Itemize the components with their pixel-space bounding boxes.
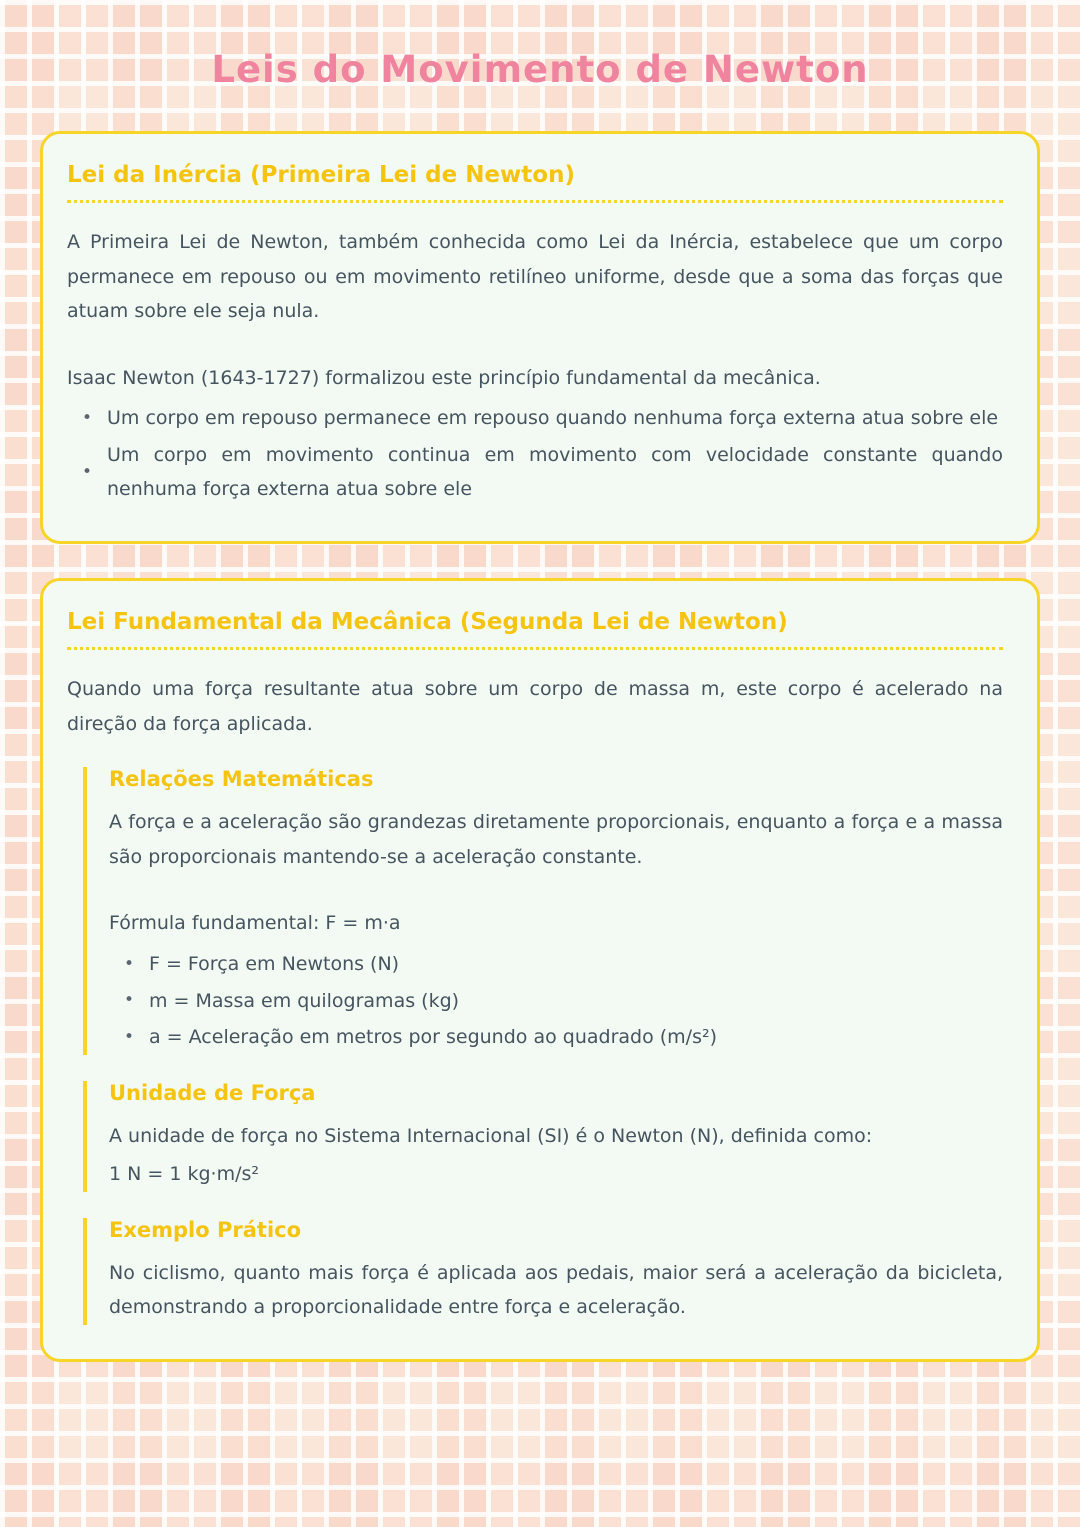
bullet-text: F = Força em Newtons (N) xyxy=(149,952,400,975)
bullet-icon: • xyxy=(123,953,135,974)
subsection-heading: Relações Matemáticas xyxy=(109,767,374,792)
bullet-icon: • xyxy=(81,462,93,482)
bullet-icon: • xyxy=(123,1026,135,1047)
unit-definition-line: 1 N = 1 kg·m/s² xyxy=(109,1163,259,1186)
bullet-text: Um corpo em movimento continua em movimento com velocidade constante quando nenhuma força externa atua sobre ele xyxy=(107,443,1003,501)
list-item xyxy=(67,438,1003,507)
subsection-exemplo-pratico xyxy=(83,1218,1003,1325)
second-law-heading: Lei Fundamental da Mecânica (Segunda Lei de Newton) xyxy=(67,609,1003,650)
subsection-unidade-de-forca xyxy=(83,1081,1003,1192)
list-item xyxy=(109,947,1003,982)
formula-bullet-list xyxy=(109,947,1003,1055)
first-law-paragraph-1: A Primeira Lei de Newton, também conhecida como Lei da Inércia, estabelece que um corpo permanece em repouso ou em movimento retilíneo uniforme, desde que a soma das forças que atuam sobre ele seja nula. xyxy=(67,231,1003,323)
list-item xyxy=(109,984,1003,1019)
bullet-text: a = Aceleração em metros por segundo ao quadrado (m/s²) xyxy=(149,1026,717,1049)
formula-line: Fórmula fundamental: F = m·a xyxy=(109,912,401,935)
subsection-heading: Exemplo Prático xyxy=(109,1217,302,1242)
subsection-paragraph: A força e a aceleração são grandezas diretamente proporcionais, enquanto a força e a massa são proporcionais mantendo-se a aceleração constante. xyxy=(109,811,1003,868)
subsection-paragraph: A unidade de força no Sistema Internacional (SI) é o Newton (N), definida como: xyxy=(109,1124,873,1147)
card-second-law xyxy=(40,578,1040,1362)
subsection-paragraph: No ciclismo, quanto mais força é aplicada aos pedais, maior será a aceleração da bicicleta, demonstrando a proporcionalidade entre força e aceleração. xyxy=(109,1261,1003,1319)
subsection-relacoes-matematicas xyxy=(83,767,1003,1054)
bullet-icon: • xyxy=(81,408,93,429)
first-law-bullet-list xyxy=(67,401,1003,507)
second-law-intro: Quando uma força resultante atua sobre um corpo de massa m, este corpo é acelerado na direção da força aplicada. xyxy=(67,678,1003,735)
first-law-paragraph-2: Isaac Newton (1643-1727) formalizou este princípio fundamental da mecânica. xyxy=(67,366,821,389)
list-item xyxy=(67,401,1003,436)
subsection-heading: Unidade de Força xyxy=(109,1080,316,1105)
list-item xyxy=(109,1020,1003,1055)
bullet-text: Um corpo em repouso permanece em repouso quando nenhuma força externa atua sobre ele xyxy=(107,407,999,430)
page-title: Leis do Movimento de Newton xyxy=(211,48,869,91)
bullet-text: m = Massa em quilogramas (kg) xyxy=(149,989,460,1012)
notes-page xyxy=(0,48,1080,1362)
first-law-heading: Lei da Inércia (Primeira Lei de Newton) xyxy=(67,162,1003,203)
bullet-icon: • xyxy=(123,990,135,1011)
card-first-law xyxy=(40,131,1040,544)
